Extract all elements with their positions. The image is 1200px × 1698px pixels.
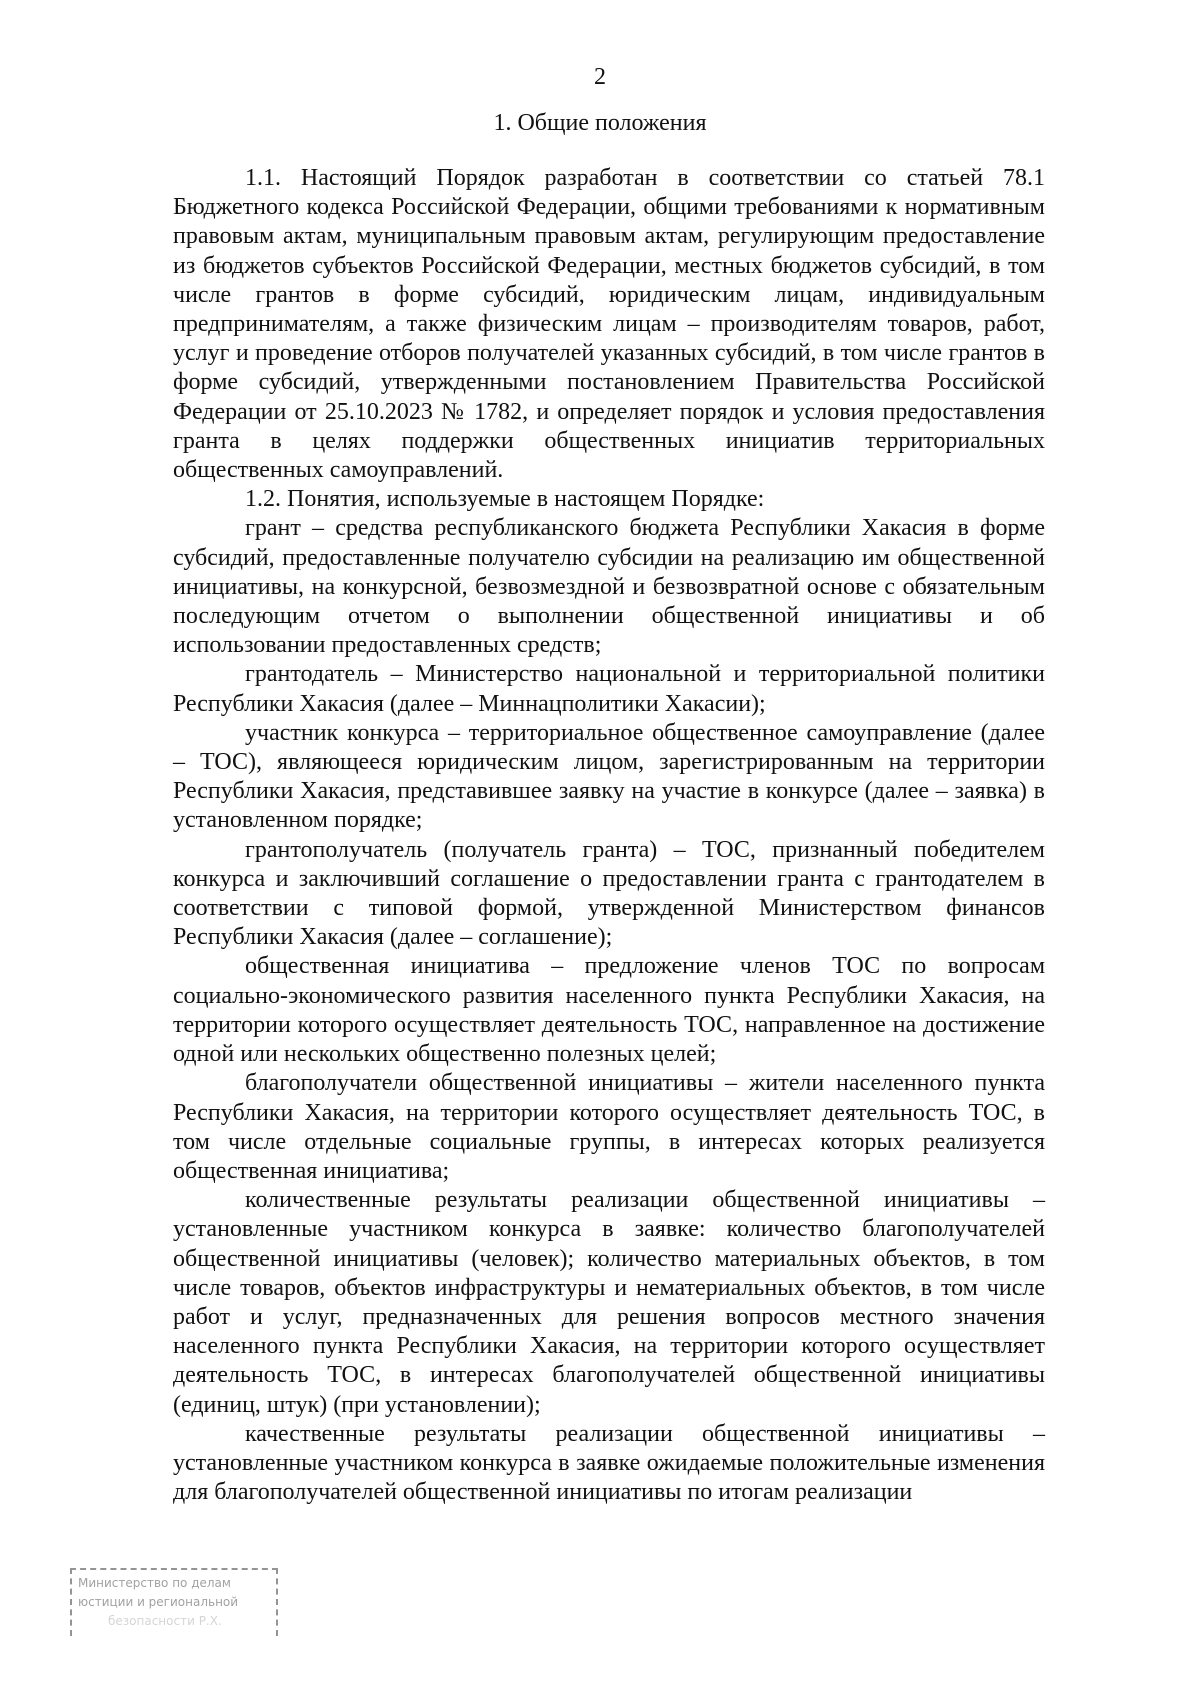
- definition-beneficiaries: благополучатели общественной инициативы – жители населенного пункта Республики Хакасия, на территории которого осуществляет деятельность ТОС, в том числе отдельные социальные группы, в интересах которых реализуется общественная инициатива;: [173, 1070, 1045, 1184]
- paragraph-1-2: 1.2. Понятия, используемые в настоящем Порядке:: [245, 486, 765, 513]
- stamp-line: безопасности Р.Х.: [108, 1614, 222, 1628]
- stamp-line: Министерство по делам: [78, 1576, 231, 1590]
- definition-contest-participant: участник конкурса – территориальное общественное самоуправление (далее – ТОС), являющееся юридическим лицом, зарегистрированным на территории Республики Хакасия, представившее заявку на участие в конкурсе (далее – заявка) в установленном порядке;: [173, 719, 1045, 834]
- definition-public-initiative: общественная инициатива – предложение членов ТОС по вопросам социально-экономического развития населенного пункта Республики Хакасия, на территории которого осуществляет деятельность ТОС, направленное на достижение одной или нескольких общественно полезных целей;: [173, 953, 1045, 1068]
- definition-grant: грант – средства республиканского бюджета Республики Хакасия в форме субсидий, предоставленные получателю субсидии на реализацию им общественной инициативы, на конкурсной, безвозмездной и безвозвратной основе с обязательным последующим отчетом о выполнении общественной инициативы и об использовании предоставленных средств;: [173, 515, 1045, 659]
- page-number: 2: [594, 64, 606, 90]
- definition-grantor: грантодатель – Министерство национальной и территориальной политики Республики Хакасия (далее – Миннацполитики Хакасии);: [173, 661, 1045, 717]
- definition-grant-recipient: грантополучатель (получатель гранта) – ТОС, признанный победителем конкурса и заключивший соглашение о предоставлении гранта с грантодателем в соответствии с типовой формой, утвержденной Министерством финансов Республики Хакасия (далее – соглашение);: [173, 836, 1045, 951]
- registration-stamp: [70, 1568, 278, 1636]
- definition-qualitative-results: качественные результаты реализации общественной инициативы – установленные участником конкурса в заявке ожидаемые положительные изменения для благополучателей общественной инициативы по итогам реализации: [173, 1420, 1045, 1506]
- definition-quantitative-results: количественные результаты реализации общественной инициативы – установленные участником конкурса в заявке: количество благополучателей общественной инициативы (человек); количество материальных объектов, в том числе товаров, объектов инфраструктуры и нематериальных объектов, в том числе работ и услуг, предназначенных для решения вопросов местного значения населенного пункта Республики Хакасия, на территории которого осуществляет деятельность ТОС, в интересах благополучателей общественной инициативы (единиц, штук) (при установлении);: [173, 1187, 1045, 1418]
- paragraph-1-1: 1.1. Настоящий Порядок разработан в соответствии со статьей 78.1 Бюджетного кодекса Российской Федерации, общими требованиями к нормативным правовым актам, муниципальным правовым актам, регулирующим предоставление из бюджетов субъектов Российской Федерации, местных бюджетов субсидий, в том числе грантов в форме субсидий, юридическим лицам, индивидуальным предпринимателям, а также физическим лицам – производителям товаров, работ, услуг и проведение отборов получателей указанных субсидий, в том числе грантов в форме субсидий, утвержденными постановлением Правительства Российской Федерации от 25.10.2023 № 1782, и определяет порядок и условия предоставления гранта в целях поддержки общественных инициатив территориальных общественных самоуправлений.: [173, 165, 1045, 484]
- document-body: [173, 164, 1045, 1507]
- stamp-line: юстиции и региональной: [78, 1595, 239, 1609]
- section-title: 1. Общие положения: [493, 110, 707, 136]
